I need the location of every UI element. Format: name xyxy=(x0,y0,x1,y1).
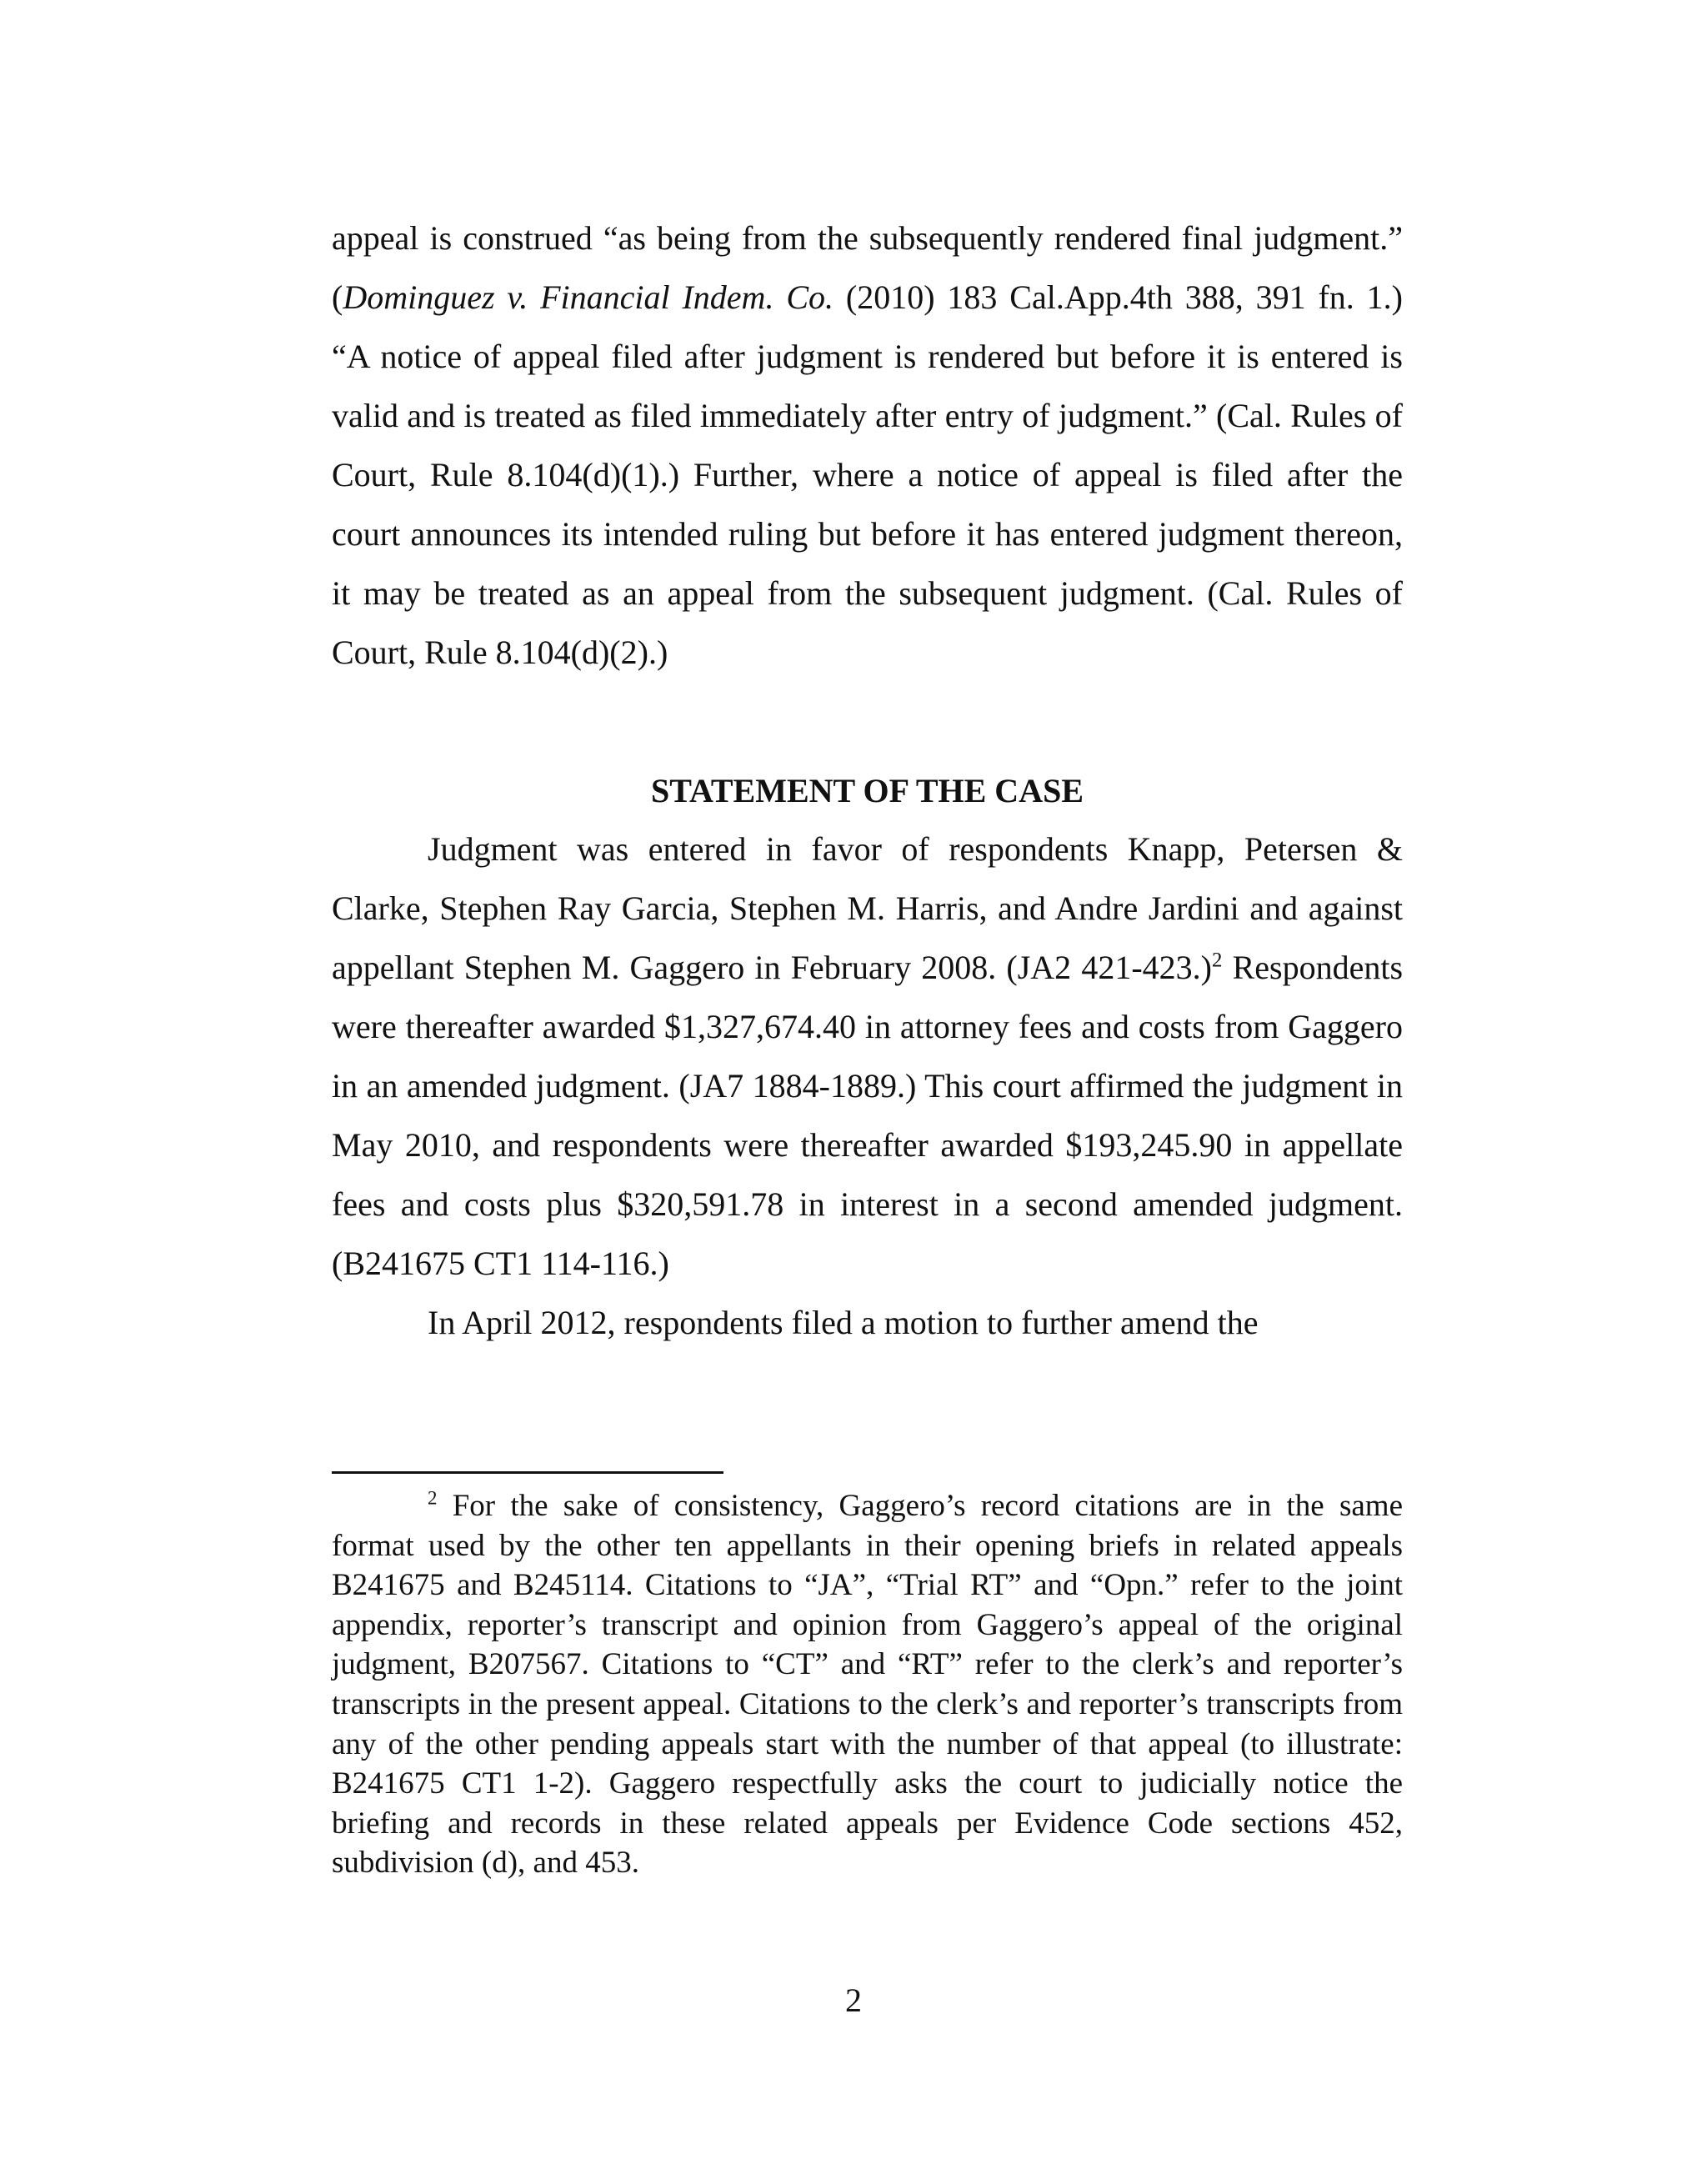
intro-text-part-2: (2010) 183 Cal.App.4th 388, 391 fn. 1.) “A notice of appeal filed after judgment is rendered but before it is entered is valid and is treated as filed immediately after entry of judgment.” (Cal. Rules of Court, Rule 8.104(d)(1).) Further, where a notice of appeal is filed after the court announces its intended ruling but before it has entered judgment thereon, it may be treated as an appeal from the subsequent judgment. (Cal. Rules of Court, Rule 8.104(d)(2).) xyxy=(332,278,1403,671)
case-paragraph-1-part-1: Judgment was entered in favor of respondents Knapp, Petersen & Clarke, Stephen Ray Garcia, Stephen M. Harris, and Andre Jardini and against appellant Stephen M. Gaggero in February 2008. (JA2 421-423.) xyxy=(332,830,1403,986)
footnote-reference: 2 xyxy=(1212,949,1223,972)
footnote-text: For the sake of consistency, Gaggero’s record citations are in the same format used by the other ten appellants in their opening briefs in related appeals B241675 and B245114. Citations to “JA”, “Trial RT” and “Opn.” refer to the joint appendix, reporter’s transcript and opinion from Gaggero’s appeal of the original judgment, B207567. Citations to “CT” and “RT” refer to the clerk’s and reporter’s transcripts in the present appeal. Citations to the clerk’s and reporter’s transcripts from any of the other pending appeals start with the number of that appeal (to illustrate: B241675 CT1 1-2). Gaggero respectfully asks the court to judicially notice the briefing and records in these related appeals per Evidence Code sections 452, subdivision (d), and 453. xyxy=(332,1489,1403,1881)
footnote xyxy=(332,1486,1403,1883)
footnote-marker: 2 xyxy=(428,1487,438,1509)
intro-text xyxy=(332,208,1403,682)
intro-paragraph xyxy=(332,208,1403,682)
page-number: 2 xyxy=(845,1981,862,2019)
section-heading: STATEMENT OF THE CASE xyxy=(650,772,1084,809)
statement-of-case-body xyxy=(332,819,1403,1352)
case-citation-name: Dominguez v. Financial Indem. Co. xyxy=(343,278,834,316)
case-paragraph-1 xyxy=(332,819,1403,1293)
footnote-divider xyxy=(332,1471,723,1474)
intro-text-part-1: appeal is construed “as being from the subsequently rendered final judgment.” ( xyxy=(332,219,1403,316)
case-paragraph-1-part-2: Respondents were thereafter awarded $1,327,674.40 in attorney fees and costs from Gaggero in an amended judgment. (JA7 1884-1889.) This court affirmed the judgment in May 2010, and respondents were thereafter awarded $193,245.90 in appellate fees and costs plus $320,591.78 in interest in a second amended judgment. (B241675 CT1 114-116.) xyxy=(332,949,1404,1282)
case-paragraph-2: In April 2012, respondents filed a motion to further amend the xyxy=(428,1304,1259,1341)
